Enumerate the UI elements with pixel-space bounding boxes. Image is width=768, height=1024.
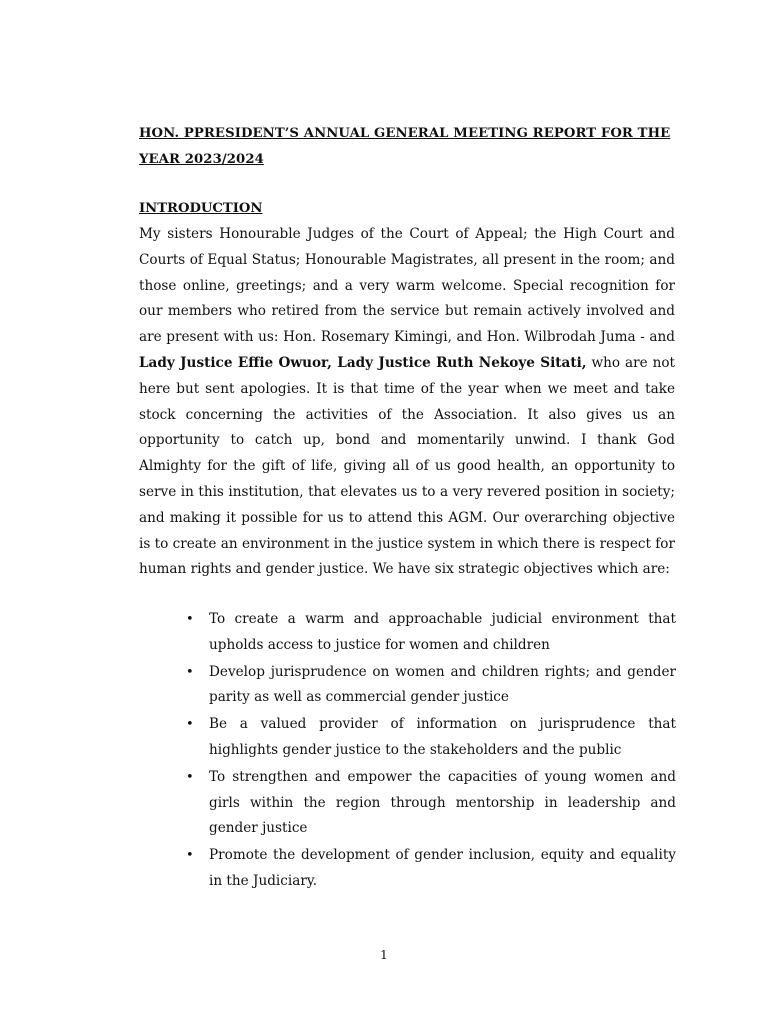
list-item xyxy=(186,765,676,842)
paragraph-bold-names: Lady Justice Effie Owuor, Lady Justice Ruth Nekoye Sitati, xyxy=(139,354,587,371)
list-item xyxy=(186,712,676,764)
bullet-icon: • xyxy=(186,848,194,864)
bullet-icon: • xyxy=(186,717,194,733)
introduction-heading: INTRODUCTION xyxy=(139,201,263,216)
paragraph-text-part1: My sisters Honourable Judges of the Court of Appeal; the High Court and Courts of Equal Status; Honourable Magistrates, all present in the room; and those online, greetings; and a very warm welcome. Special recognition for our members who retired from the service but remain actively involved and are present with us: Hon. Rosemary Kimingi, and Hon. Wilbrodah Juma - and xyxy=(139,226,675,346)
list-item xyxy=(186,607,676,659)
introduction-paragraph xyxy=(139,222,675,583)
bullet-icon: • xyxy=(186,612,194,627)
objective-text: To create a warm and approachable judicial environment that upholds access to justice for women and children xyxy=(209,611,676,653)
objective-text: Develop jurisprudence on women and children rights; and gender parity as well as commercial gender justice xyxy=(209,663,676,706)
bullet-icon: • xyxy=(186,769,194,785)
objective-text: Be a valued provider of information on jurisprudence that highlights gender justice to the stakeholders and the public xyxy=(209,716,676,758)
list-item xyxy=(186,843,676,895)
page-number: 1 xyxy=(380,948,388,962)
bullet-icon: • xyxy=(186,664,194,680)
strategic-objectives-list xyxy=(186,607,676,896)
objective-text: To strengthen and empower the capacities of young women and girls within the region through mentorship in leadership and gender justice xyxy=(209,768,676,837)
report-title: HON. PPRESIDENT’S ANNUAL GENERAL MEETING REPORT FOR THE YEAR 2023/2024 xyxy=(139,126,671,167)
objective-text: Promote the development of gender inclusion, equity and equality in the Judiciary. xyxy=(209,847,676,889)
list-item xyxy=(186,660,676,712)
paragraph-text-part2: who are not here but sent apologies. It is that time of the year when we meet and take stock concerning the activities of the Association. It also gives us an opportunity to catch up, bond and momentarily unwind. I thank God Almighty for the gift of life, giving all of us good health, an opportunity to serve in this institution, that elevates us to a very revered position in society; and making it possible for us to attend this AGM. Our overarching objective is to create an environment in the justice system in which there is respect for human rights and gender justice. We have six strategic objectives which are: xyxy=(139,354,676,578)
